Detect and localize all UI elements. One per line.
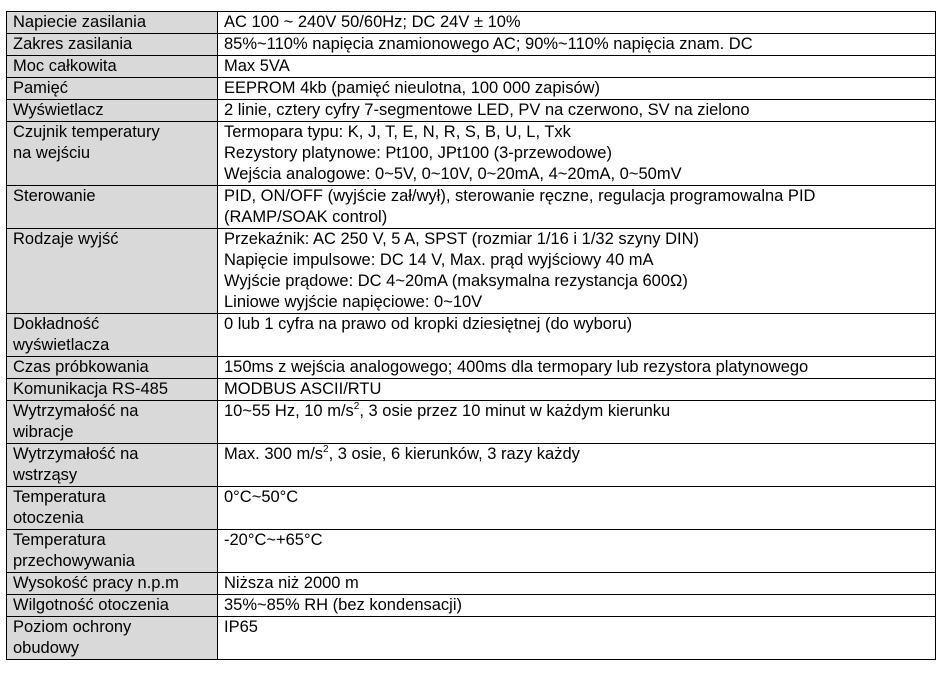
row-value: IP65: [218, 617, 936, 660]
table-row: [7, 78, 936, 100]
row-label: Wysokość pracy n.p.m: [7, 573, 218, 595]
row-value: AC 100 ~ 240V 50/60Hz; DC 24V ± 10%: [218, 12, 936, 34]
table-row: [7, 357, 936, 379]
row-value: Max 5VA: [218, 56, 936, 78]
row-label: Czas próbkowania: [7, 357, 218, 379]
row-label: Poziom ochrony obudowy: [7, 617, 218, 660]
table-row: [7, 379, 936, 401]
row-label: Czujnik temperatury na wejściu: [7, 122, 218, 186]
row-label: Komunikacja RS-485: [7, 379, 218, 401]
row-value: 10~55 Hz, 10 $m/s^2$, 3 osie przez 10 minut w każdym kierunku: [218, 401, 936, 444]
table-row: [7, 12, 936, 34]
row-label: Rodzaje wyjść: [7, 229, 218, 314]
row-label: Wyświetlacz: [7, 100, 218, 122]
table-row: [7, 56, 936, 78]
row-value: 2 linie, cztery cyfry 7-segmentowe LED, PV na czerwono, SV na zielono: [218, 100, 936, 122]
table-row: [7, 34, 936, 56]
row-label: Wilgotność otoczenia: [7, 595, 218, 617]
row-value: Termopara typu: K, J, T, E, N, R, S, B, U, L, Txk Rezystory platynowe: Pt100, JPt100 (3-przewodowe) Wejścia analogowe: 0~5V, 0~10V, 0~20mA, 4~20mA, 0~50mV: [218, 122, 936, 186]
table-row: [7, 314, 936, 357]
row-label: Dokładność wyświetlacza: [7, 314, 218, 357]
row-value: MODBUS ASCII/RTU: [218, 379, 936, 401]
table-row: [7, 487, 936, 530]
row-label: Napiecie zasilania: [7, 12, 218, 34]
row-value: 150ms z wejścia analogowego; 400ms dla termopary lub rezystora platynowego: [218, 357, 936, 379]
table-row: [7, 617, 936, 660]
row-value: 35%~85% RH (bez kondensacji): [218, 595, 936, 617]
table-row: [7, 444, 936, 487]
table-row: [7, 595, 936, 617]
row-label: Moc całkowita: [7, 56, 218, 78]
row-value: 0°C~50°C: [218, 487, 936, 530]
row-label: Zakres zasilania: [7, 34, 218, 56]
row-value: Max. 300 $m/s^2$, 3 osie, 6 kierunków, 3 razy każdy: [218, 444, 936, 487]
specification-table: [6, 11, 936, 660]
table-row: [7, 573, 936, 595]
row-value: 85%~110% napięcia znamionowego AC; 90%~110% napięcia znam. DC: [218, 34, 936, 56]
row-label: Temperatura przechowywania: [7, 530, 218, 573]
row-value: -20°C~+65°C: [218, 530, 936, 573]
table-row: [7, 122, 936, 186]
table-row: [7, 100, 936, 122]
row-value: 0 lub 1 cyfra na prawo od kropki dziesiętnej (do wyboru): [218, 314, 936, 357]
table-row: [7, 401, 936, 444]
row-label: Sterowanie: [7, 186, 218, 229]
row-label: Pamięć: [7, 78, 218, 100]
row-label: Wytrzymałość na wstrząsy: [7, 444, 218, 487]
table-row: [7, 530, 936, 573]
row-value: EEPROM 4kb (pamięć nieulotna, 100 000 zapisów): [218, 78, 936, 100]
row-value: Niższa niż 2000 m: [218, 573, 936, 595]
table-row: [7, 186, 936, 229]
row-value: PID, ON/OFF (wyjście zał/wył), sterowanie ręczne, regulacja programowalna PID (RAMP/SOAK control): [218, 186, 936, 229]
table-row: [7, 229, 936, 314]
row-label: Wytrzymałość na wibracje: [7, 401, 218, 444]
row-label: Temperatura otoczenia: [7, 487, 218, 530]
row-value: Przekaźnik: AC 250 V, 5 A, SPST (rozmiar 1/16 i 1/32 szyny DIN) Napięcie impulsowe: DC 14 V, Max. prąd wyjściowy 40 mA Wyjście prądowe: DC 4~20mA (maksymalna rezystancja 600Ω) Liniowe wyjście napięciowe: 0~10V: [218, 229, 936, 314]
